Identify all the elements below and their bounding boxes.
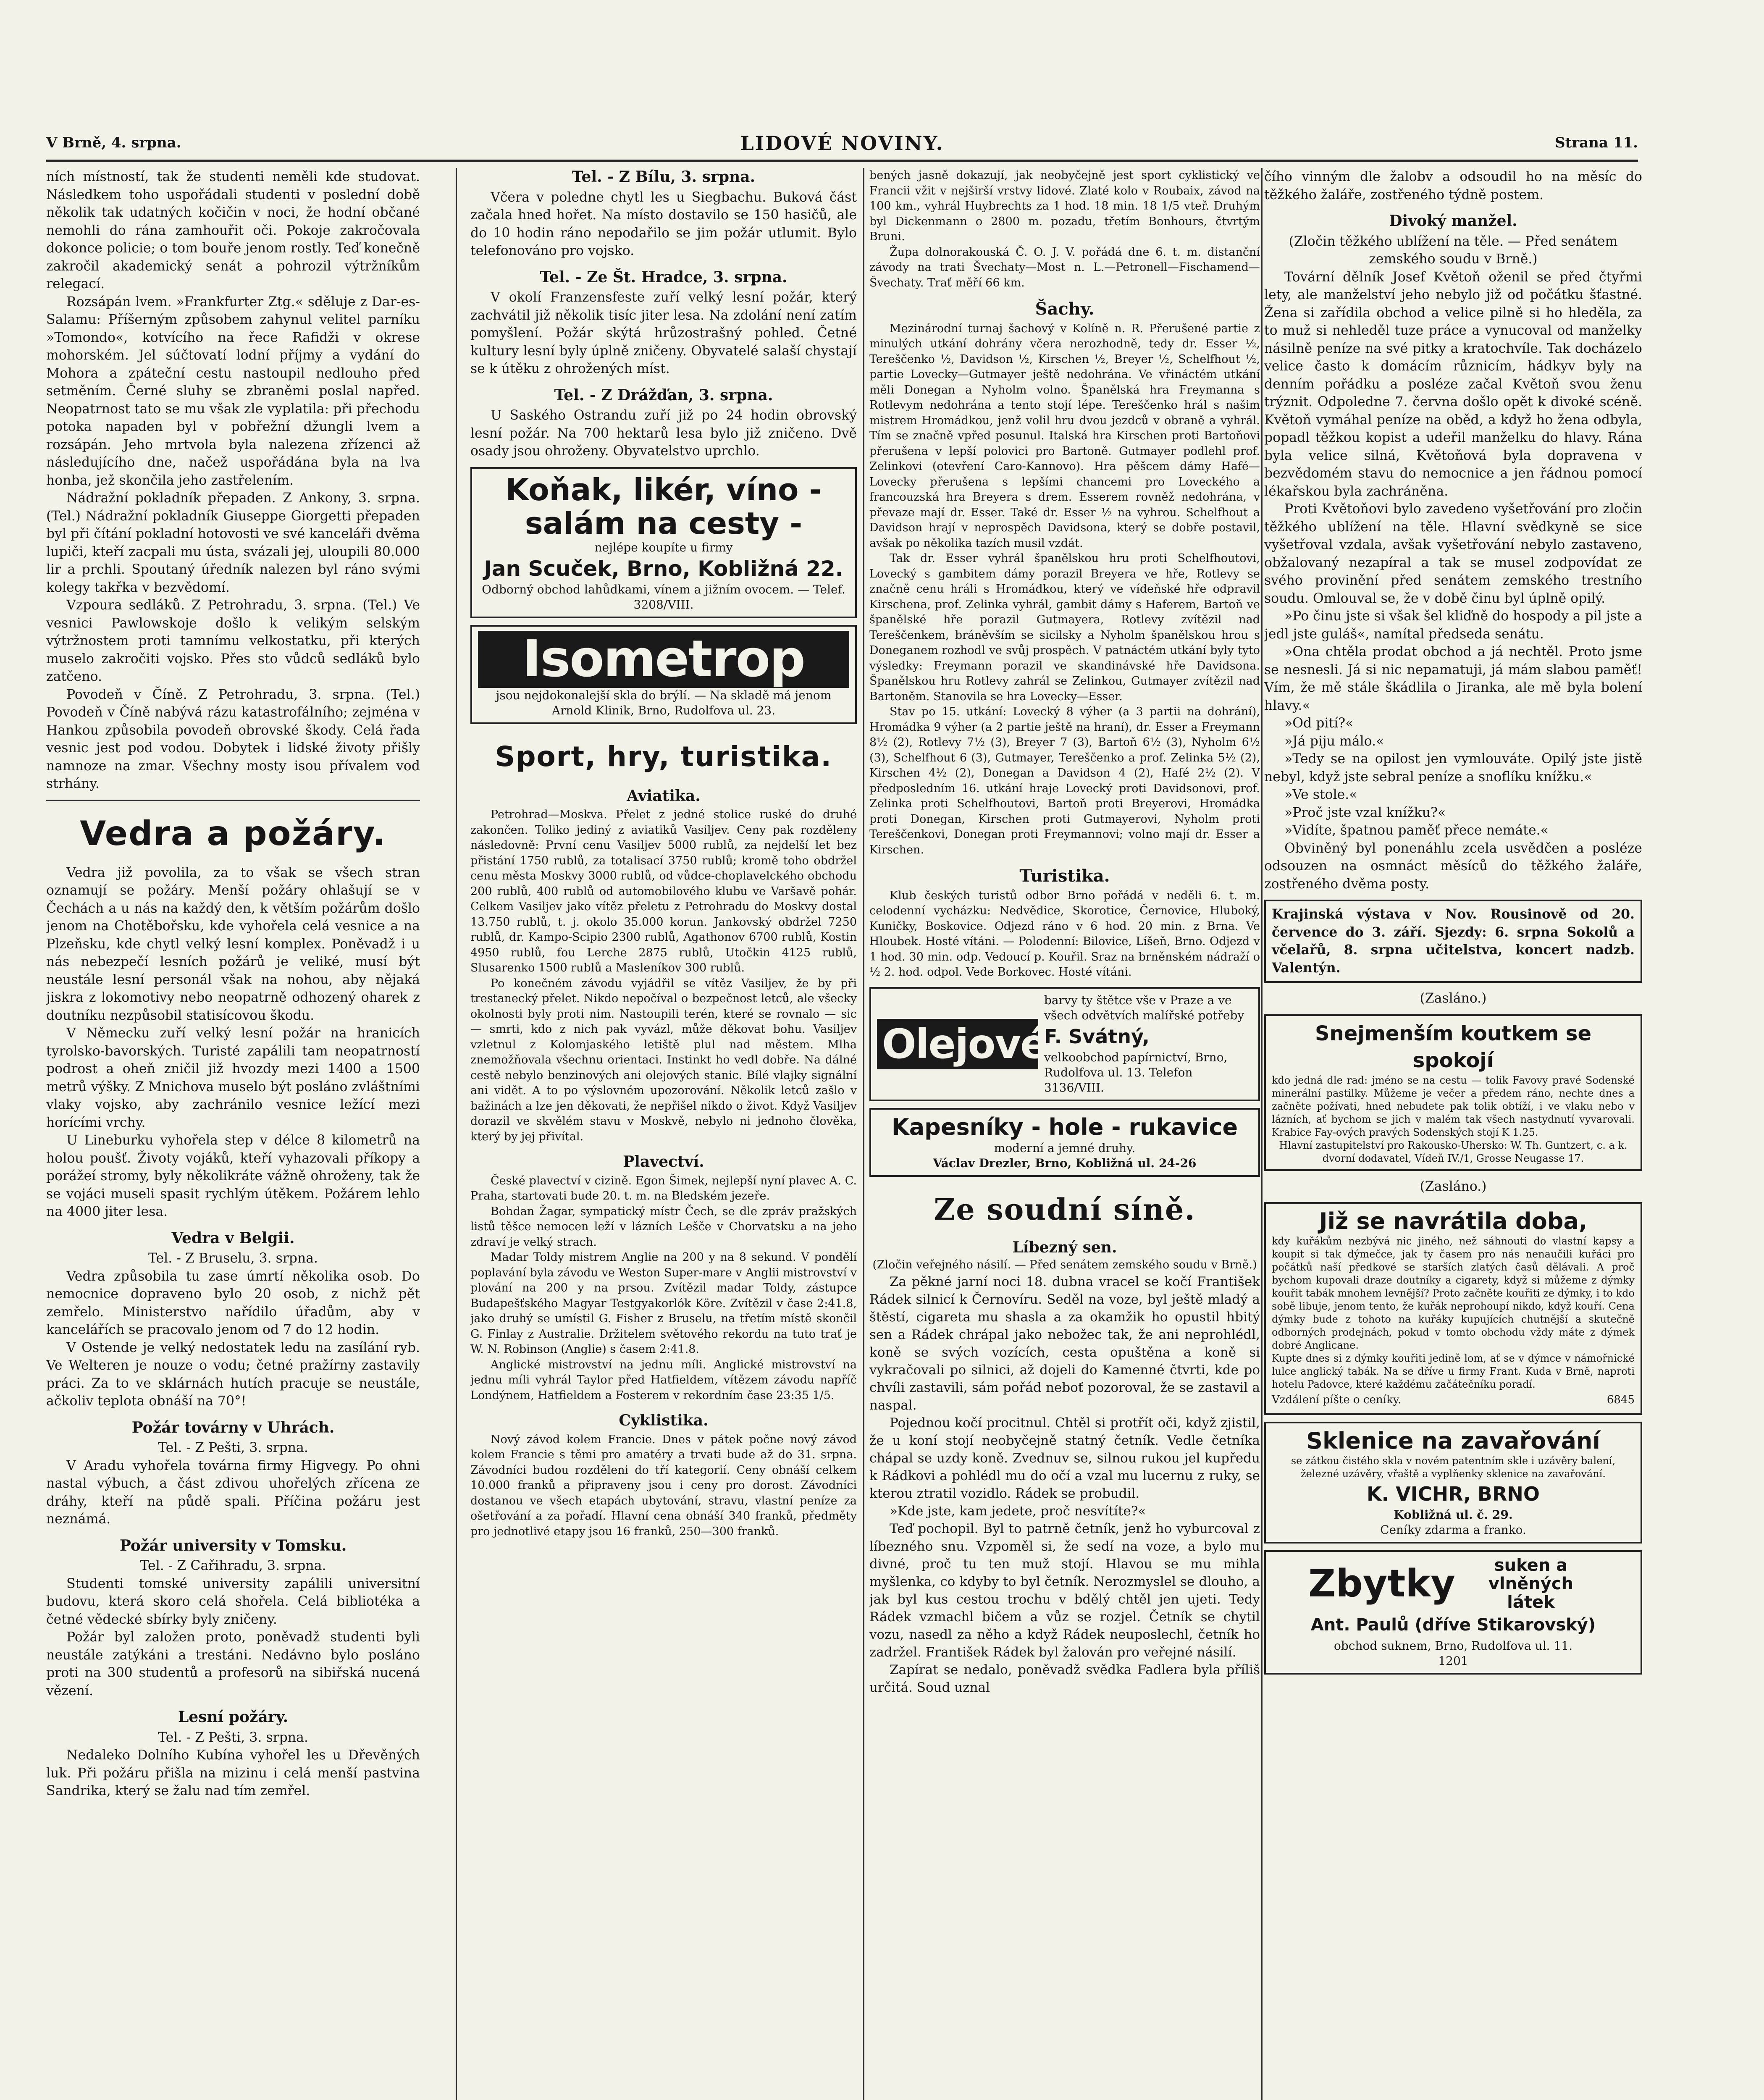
- article-heading: Požár university v Tomsku.: [119, 1536, 347, 1554]
- article-text: »Ve stole.«: [1284, 787, 1357, 802]
- advertisement-dymky: [1264, 1202, 1642, 1415]
- column-rule: [456, 168, 457, 2100]
- article-text: »Kde jste, kam jedete, proč nesvítíte?«: [890, 1503, 1146, 1519]
- article-text: »Po činu jste si však šel kliďně do hospody a pil jste a jedl jste guláš«, namítal předseda senátu.: [1264, 609, 1642, 642]
- dateline: Tel. - Z Pešti, 3. srpna.: [158, 1730, 308, 1745]
- article-text: V Ostende je velký nedostatek ledu na zasílání ryb. Ve Welteren je nouze o vodu; četné pražírny zastavily práci. Za to ve sklárnách hutích pracuje se neustále, ačkoliv teplota obnáší na 70°!: [46, 1340, 420, 1409]
- column-1: [46, 168, 420, 2100]
- article-text: Teď pochopil. Byl to patrně četník, jenž ho vyburcoval z líbezného snu. Vzpoměl si, že sedí na voze, a bylo mu divné, proč tu ten muž stojí. Hlavou se mu mihla myšlenka, co kdyby to byl četník. Nerozmyslel se dlouho, a jak byl kus cestou trochu v bdělý chtěl jen ujeti. Tedy Rádek vzmachl bičem a vůz se rozjel. Četník se chytil vozu, nasedl za něho a když Rádek neuposlechl, četník ho zadržel. František Rádek byl žalován pro veřejné násilí.: [869, 1521, 1260, 1660]
- column-rule: [1261, 168, 1263, 2100]
- article-heading: Aviatika.: [627, 787, 701, 805]
- article-text: Nedaleko Dolního Kubína vyhořel les u Dřevěných luk. Při požáru přišla na mizinu i celá menší pastvina Sandrika, který se žalu nad tím zemřel.: [46, 1748, 420, 1798]
- article-heading: Divoký manžel.: [1389, 212, 1517, 230]
- zaslano-label: (Zasláno.): [1420, 1179, 1487, 1194]
- article-text: Madar Toldy mistrem Anglie na 200 y na 8 sekund. V pondělí poplavání byla závodu ve Weston Super-mare v Anglii mistrovství v plování na 200 y na prsou. Zvítězil madar Toldy, zástupce Budapešťského Magyar Testgyakorlók Köre. Zvítězil v čase 2:41.8, jako druhý se umístil G. Fisher z Bruselu, na třetím místě skončil G. Finlay z Australie. Držitelem světového rekordu na tuto trať je W. N. Robinson (Anglie) s časem 2:41.8.: [470, 1251, 857, 1356]
- ad-text: Vzdálení píšte o ceníky.: [1272, 1394, 1402, 1406]
- article-text: »Já piju málo.«: [1284, 733, 1384, 749]
- article-text: Bohdan Žagar, sympatický místr Čech, se dle zpráv pražských listů těšce nemocen leží v lázních Lešče v Chorvatsku a na jeho zdraví je velký strach.: [470, 1205, 857, 1249]
- article-heading: Šachy.: [1035, 299, 1095, 319]
- ad-title: Kapesníky - hole - rukavice: [891, 1113, 1238, 1140]
- dateline: Tel. - Z Drážďan, 3. srpna.: [554, 386, 773, 404]
- ad-address: obchod suknem, Brno, Rudolfova ul. 11.: [1334, 1638, 1572, 1653]
- article-text: České plavectví v cizině. Egon Šimek, nejlepší nyní plavec A. C. Praha, startovati bude 20. t. m. na Bledském jezeře.: [470, 1174, 857, 1202]
- page-header: [46, 134, 1638, 162]
- dateline: Tel. - Z Bruselu, 3. srpna.: [148, 1251, 318, 1266]
- ad-firm: K. VICHR, BRNO: [1367, 1482, 1540, 1505]
- article-text: »Proč jste vzal knížku?«: [1284, 805, 1446, 820]
- ad-number: 1201: [1438, 1654, 1468, 1668]
- ad-title: Koňak, likér, víno - salám na cesty -: [505, 472, 822, 541]
- zaslano-label: (Zasláno.): [1420, 991, 1487, 1006]
- ad-text: jsou nejdokonalejší skla do brýlí. — Na skladě má jenom Arnold Klinik, Brno, Rudolfova ul. 23.: [496, 688, 832, 717]
- article-text: Župa dolnorakouská Č. O. J. V. pořádá dne 6. t. m. distanční závody na trati Švechaty—Most n. L.—Petronell—Fischamend—Švechaty. Trať měří 66 km.: [869, 245, 1260, 289]
- article-text: V okolí Franzensfeste zuří velký lesní požár, který zachvátil již několik tisíc jiter lesa. Na zdolání není zatím pomyšlení. Požár skýtá hrůzostrašný pohled. Četné kultury lesní byly úplně zničeny. Obyvatelé salaší chystají se k útěku z ohrožených míst.: [470, 290, 857, 376]
- dateline: Tel. - Ze Št. Hradce, 3. srpna.: [540, 268, 788, 286]
- page-number: Strana 11.: [1555, 134, 1638, 151]
- article-text: Po konečném závodu vyjádřil se vítěz Vasiljev, že by při trestanecký přelet. Nikdo nepočíval o bezpečnost letců, ale všecky okolnosti byly proti nim. Nastoupili terén, které se rovnalo — sic — smrti, kdo z nich pak vyvázl, může děkovat bohu. Vasiljev vzletnul z Kolomjaského letiště plul nad městem. Mlha znemožňovala všechnu orientaci. Instinkt ho vedl dobře. Na dálné cestě nebylo benzinových ani olejových stanic. Bílé vlajky signální ani vidět. A to po výslovném upozorování. Několik letců zašlo v bažinách a lze jen děkovati, že nepřišel nikdo o život. Když Vasiljev dorazil ve skvělém stavu v Moskvě, nebylo ni jednoho člověka, který by jej přivítal.: [470, 976, 857, 1143]
- article-text: Stav po 15. utkání: Lovecký 8 výher (a 3 partii na dohrání), Hromádka 9 výher (a 2 partie ještě na hraní), dr. Esser a Freymann 8½ (2), Rotlevy 7½ (3), Breyer 7 (3), Bartoň 6½ (3), Nyholm 6½ (3), Schelfhout 6 (3), Gutmayer, Tereščenko a prof. Zelinka 5½ (2), Kirschen 4½ (2), Donegan a Davidson 4 (2), Hafé 2½ (2). V předposledním 16. utkání hraje Lovecký proti Davidsonovi, prof. Zelinka proti Schelfhoutovi, Bartoň proti Breyerovi, Hromádka proti Donegan, Kirschen proti Gutmayerovi, Nyholm proti Tereščenkovi, Donegan proti Freymannovi; volno mají dr. Esser a Kirschen.: [869, 705, 1260, 856]
- article-text: Zapírat se nedalo, poněvadž svědka Fadlera byla příliš určitá. Soud uznal: [869, 1662, 1260, 1695]
- advertisement-zbytky: [1264, 1550, 1642, 1675]
- article-text: Včera v poledne chytl les u Siegbachu. Buková část začala hned hořet. Na místo dostavilo se 150 hasičů, ale do 10 hodin ráno nepodařilo se jim požár utlumit. Bylo telefonováno pro vojsko.: [470, 189, 857, 258]
- dateline: Tel. - Z Pešti, 3. srpna.: [158, 1440, 308, 1455]
- column-4: [1264, 168, 1642, 2100]
- column-rule: [863, 168, 864, 2100]
- ad-text: Hlavní zastupitelství pro Rakousko-Uhersko: W. Th. Guntzert, c. a k. dvorní dodavatel, Vídeň IV./1, Grosse Neugasse 17.: [1279, 1139, 1628, 1164]
- article-text: Petrohrad—Moskva. Přelet z jedné stolice ruské do druhé zakončen. Toliko jediný z aviatiků Vasiljev. Ceny pak rozděleny následovně: První cenu Vasiljev 5000 rublů, za nejdelší let bez přistání 1750 rublů, za totalisací 3750 rublů; kromě toho obdržel cenu města Moskvy 3000 rublů, od vůdce-choplavelckého obchodu 200 rublů, 400 rublů od automobilového klubu ve Varšavě pohár. Celkem Vasiljev jako vítěz přeletu z Petrohradu do Moskvy dostal 13.750 rublů, t. j. okolo 35.000 korun. Jankovský obdržel 7250 rublů, dr. Kampo-Scipio 2300 rublů, Agathonov 6700 rublů, Kostin 4950 rublů, fou Lerche 2875 rublů, Utočkin 4125 rublů, Slusarenko 1500 rublů a Masleníkov 300 rublů.: [470, 808, 857, 974]
- ad-number: 6845: [1606, 1394, 1635, 1406]
- article-heading: Požár továrny v Uhrách.: [131, 1418, 335, 1436]
- article-text: U Saského Ostrandu zuří již po 24 hodin obrovský lesní požár. Na 700 hektarů lesa bylo již zničeno. Dvě osady jsou ohroženy. Obyvatelstvo uprchlo.: [470, 408, 857, 459]
- article-heading: Vedra v Belgii.: [171, 1229, 295, 1247]
- ad-text: velkoobchod papírnictví, Brno, Rudolfova ul. 13. Telefon 3136/VIII.: [1044, 1050, 1228, 1095]
- article-text: Rozsápán lvem. »Frankfurter Ztg.« sděluje z Dar-es-Salamu: Příšerným způsobem zahynul velitel parníku »Tomondo«, kotvícího na řece Rafidži v okrese mohorském. Jel súčtovatí lodní příjmy a vydání do Mohora a zpáteční cestu nastoupil nedlouho před setměním. Černé sluhy se zbraněmi poslal napřed. Neopatrnost tato se mu však zle vyplatila: při přechodu potoka napaden byl v pobřežní džungli lvem a rozsápán. Jeho mrtvola byla nalezena zřízenci až následujícího dne, načež uspořádána byla na lva honba, jež skončila jeho zastřelením.: [46, 294, 420, 488]
- advertisement-soden: [1264, 1014, 1642, 1171]
- article-text: »Od pití?«: [1284, 716, 1354, 731]
- article-text: Mezinárodní turnaj šachový v Kolíně n. R. Přerušené partie z minulých utkání dohrány včera nerozhodně, tedy dr. Esser ½, Tereščenko ½, Davidson ½, Kirschen ½, Breyer ½, Schelfhout ½, partie Lovecky—Gutmayer ještě nedohrána. Ve vřináctém utkání měli Donegan a Nyholm volno. Španělská hra Freymanna s Rotlevym nedohrána a tento stojí lépe. Tereščenko hrál s našim mistrem Hromádkou, jenž volil hru dvou jezdců v obraně a vyhrál. Tím se značně vpřed posunul. Italská hra Kirschen proti Bartoňovi přerušena v lepší polovici pro Bartoně. Gutmayer podlehl prof. Zelinkovi (otevření Caro-Kannovo). Hra pěšcem dámy Hafé—Lovecky přerušena s lepšími chancemi pro Loveckého a francouzská hra Breyera s drem. Esserem rovněž nedohrána, v převaze mají dr. Esser. Také dr. Esser ½ na vyhrou. Schelfhout a Davidson hrají v neprospěch Davidsona, který se dobře postavil, avšak po několika tazích musil vzdát.: [869, 322, 1260, 550]
- newspaper-title: LIDOVÉ NOVINY.: [740, 132, 944, 155]
- article-subtitle: (Zločin veřejného násilí. — Před senátem zemského soudu v Brně.): [872, 1258, 1257, 1271]
- article-text: V Aradu vyhořela továrna firmy Higvegy. Po ohni nastal výbuch, a část zdivou uhořelých zřícena ze dráhy, kteří na půdě spali. Příčina požáru jest neznámá.: [46, 1458, 420, 1527]
- section-title: Ze soudní síně.: [934, 1192, 1196, 1227]
- ad-title: Snejmenším koutkem se spokojí: [1315, 1021, 1591, 1072]
- article-heading: Líbezný sen.: [1012, 1238, 1117, 1256]
- ad-firm: F. Svátný,: [1044, 1025, 1150, 1048]
- article-text: »Vidíte, špatnou paměť přece nemáte.«: [1284, 823, 1549, 838]
- ad-firm: Ant. Paulů (dříve Stikarovský): [1310, 1615, 1596, 1635]
- ad-brand: Isometrop: [478, 631, 849, 688]
- article-text: Vedra způsobila tu zase úmrtí několika osob. Do nemocnice dopraveno bylo 20 osob, z nichž pět zemřelo. Ministerstvo nařídilo úřadům, aby v kancelářích se pracovalo jenom od 7 do 12 hodin.: [46, 1268, 420, 1337]
- article-text: Požár byl založen proto, poněvadž studenti byli neustále zatýkáni a trestáni. Nedávno bylo posláno proti na 300 studentů a profesorů na sibiřská nucená vězení.: [46, 1630, 420, 1698]
- article-subtitle: (Zločin těžkého ublížení na těle. — Před senátem zemského soudu v Brně.): [1289, 234, 1618, 267]
- ad-text: kdo jedná dle rad: jméno se na cestu — tolik Favovy pravé Sodenské minerální pastilky. Můžeme je večer a předem ráno, nechte dnes a začněte požívati, hned nebudete pak tolik obtíží, i ve vlaku nebo v lázních, ať bychom se jich v malém tak všech nastydnutí vyvarovali. Krabice Fay-ových pravých Sodenských stojí K 1.25.: [1272, 1074, 1635, 1138]
- advertisement-konak: [470, 467, 857, 618]
- advertisement-sklenice: [1264, 1422, 1642, 1544]
- article-text: Vedra již povolila, za to však se všech stran oznamují se požáry. Menší požáry ohlašují se v Čechách a u nás na každý den, k větším požárům došlo jenom na Chotěbořsku, kde vyhořela celá vesnice a na Plzeňsku, kde chytl velký lesní komplex. Poněvadž i u nás nebezpečí lesních požárů je veliké, musí být neustále lesní personál však na nohou, aby nějaká jiskra z lokomotivy nebo neopatrně odhozený oharek z doutníku nezpůsobil statisícovou škodu.: [46, 865, 420, 1023]
- ad-text: kdy kuřákům nezbývá nic jiného, než sáhnouti do vlastní kapsy a koupit si tak dýmečce, jak ty časem pro nás nenaučili kuřáci pro počátků naší předkové se starších zlatých časů dělávali. A proč bychom kupovali draze doutníky a cigarety, když si můžeme z dýmky kouřit tabák mnohem levnější? Proto začněte kouřiti ze dýmky, i to kdo sobě libuje, jenom tento, že kuřák neprohoupí nikdo, když kouří. Cena dýmky bude z tohoto na kuřáky kupujících chutnější a skutečně odborných prodejnách, pokud v tomto obchodu vždy máte z dýmek dobré Anglicane.: [1272, 1235, 1635, 1351]
- ad-text: barvy ty štětce vše v Praze a ve všech odvětvích malířské potřeby: [1044, 993, 1244, 1022]
- ad-text: se zátkou čistého skla v novém patentním skle i uzávěry balení, železné uzávěry, vřaště a vyplňenky sklenice na zavařování.: [1291, 1454, 1616, 1480]
- header-date: V Brně, 4. srpna.: [46, 134, 181, 151]
- article-text: Proti Květoňovi bylo zavedeno vyšetřování pro zločin těžkého ublížení na těle. Hlavní svědkyně se sice vyšetřoval vzdala, avšak vyšetřování nebylo zastaveno, obžalovaný nezapíral a tak se musel zodpovídat ze svého provinění před senátem zemského trestního soudu. Omlouval se, že v době činu byl úplně opilý.: [1264, 501, 1642, 606]
- divider: [46, 800, 420, 801]
- ad-text: Ceníky zdarma a franko.: [1380, 1522, 1526, 1537]
- article-text: Povodeň v Číně. Z Petrohradu, 3. srpna. (Tel.) Povodeň v Číně nabývá rázu katastrofálního; zejména v Hankou způsobila povodeň obrovské škody. Celá řada vesnic jest pod vodou. Dobytek i lidské životy přišly namnoze na zmar. Všechny mosty isou přívalem vod strhány.: [46, 687, 420, 791]
- article-heading: Plavectví.: [623, 1153, 704, 1171]
- advertisement-olejove: [869, 987, 1260, 1101]
- ad-text: moderní a jemné druhy.: [994, 1141, 1136, 1155]
- ad-text: Odborný obchod lahůdkami, vínem a jižním ovocem. — Telef. 3208/VIII.: [482, 582, 845, 612]
- dateline: Tel. - Z Bílu, 3. srpna.: [572, 168, 756, 186]
- article-text: Nový závod kolem Francie. Dnes v pátek počne nový závod kolem Francie s těmi pro amatéry a trvati bude až do 31. srpna. Závodníci budou rozděleni do tří kategorií. Ceny obnáší celkem 10.000 franků a připraveny jsou i ceny pro dorost. Závodníci dostanou ve všech etapách ubytování, stravu, vlastní peníze za ošetřování a za pořadí. Hlavní cena obnáší 340 franků, předměty pro jednotlivé etapy jsou 16 franků, 250—300 franků.: [470, 1433, 857, 1538]
- section-title: Sport, hry, turistika.: [495, 740, 832, 773]
- article-text: Tak dr. Esser vyhrál španělskou hru proti Schelfhoutovi, Lovecký s gambitem dámy porazil Breyera ve hře, Rotlevy se značně cenu hráli s Hromádkou, který ve vídeňské hře odpravil Kirschena, prof. Zelinka vyhrál, gambit dámy s Haferem, Bartoň ve španělské hře porazil Gutmayera, Rotlevy zvítězil nad Tereščenkem, bráněvším se sicilsky a Nyholm španělskou hrou s Doneganem rozhodl ve svůj prospěch. V patnáctém utkání byly tyto výsledky: Freymann porazil ve skandinávské hře Davidsona. Španělskou hru Rotlevy zahrál se Zelinkou, Gutmayer zvítězil nad Bartoněm. Stanovila se hra Lovecky—Esser.: [869, 552, 1260, 703]
- ad-title: Sklenice na zavařování: [1306, 1427, 1600, 1454]
- article-text: bených jasně dokazují, jak neobyčejně jest sport cyklistický ve Francii vžit v nejširší vrstvy lidové. Zlaté kolo v Roubaix, závod na 100 km., vyhrál Huybrechts za 1 hod. 18 min. 18 1/5 vteř. Druhým byl Dickenmann o 2800 m. pozadu, třetím Bonhours, čtvrtým Bruni.: [869, 169, 1260, 243]
- article-text: Za pěkné jarní noci 18. dubna vracel se kočí František Rádek silnicí k Černovíru. Seděl na voze, byl ještě mladý a štěstí, cigareta mu shasla a za okamžik ho opustil hbitý sen a Rádek chrápal jako nebožec tak, že ani neprohlédl, koně se svých vozících, cesta opuštěna a koně si vykračovali po silnici, až dojeli do Kamenné čtvrti, kde po chvíli zastavili, sám pořád neboť pozoroval, že se zastavil a naspal.: [869, 1274, 1260, 1413]
- article-text: »Ona chtěla prodat obchod a já nechtěl. Proto jsme se nesnesli. Já si nic nepamatuji, já mám slabou paměť! Vím, že mě stále škádlila o Jiranka, ale mě byla bolení hlavy.«: [1264, 644, 1642, 713]
- article-heading: Turistika.: [1019, 866, 1110, 886]
- ad-firm: Jan Scuček, Brno, Kobližná 22.: [484, 556, 843, 581]
- column-2: [470, 168, 857, 2100]
- article-text: Tovární dělník Josef Květoň oženil se před čtyřmi lety, ale manželství jeho nebylo již od počátku šťastné. Žena si zařídila obchod a velice pilně si ho hleděla, za to muž si nehleděl tuze práce a vynucoval od manželky násilně peníze na své pitky a kratochvíle. Tak docházelo velice často k domácím různicím, hádkyv byly na denním pořádku a posléze začal Květoň svou ženu trýznit. Odpoledne 7. června došlo opět k divoké scéně. Květoň vymáhal peníze na oběd, a když ho žena odbyla, popadl těžkou kopist a udeřil manželku do hlavy. Rána byla velice silná, Květoňová byla dopravena v bezvědomém stavu do nemocnice a jen řádnou pomocí lékařskou byla zachráněna.: [1264, 269, 1642, 499]
- article-heading: Cyklistika.: [619, 1412, 709, 1429]
- column-3: [869, 168, 1260, 2100]
- ad-title: Zbytky: [1308, 1561, 1455, 1606]
- dateline: Tel. - Z Cařihradu, 3. srpna.: [140, 1558, 326, 1573]
- article-text: Studenti tomské university zapálili universitní budovu, která skoro celá shořela. Celá bibliotéka a četné vědecké sbírky byly zničeny.: [46, 1576, 420, 1627]
- ad-text: nejlépe koupíte u firmy: [594, 540, 733, 554]
- article-text: čího vinným dle žalobv a odsoudil ho na měsíc do těžkého žaláře, zostřeného týdně postem.: [1264, 169, 1642, 202]
- article-text: ních místností, tak že studenti neměli kde studovat. Následkem toho uspořádali studenti v poslední době několik tak udatných kočičin v noci, že hodní občané nemohli do rána zamhouřit oči. Pokoje zakročovala dokonce policie; o tom bouře jenom rostly. Teď konečně zakročil akademický senát a pohrozil výtržníkům relegací.: [46, 169, 420, 291]
- advertisement-isometrop: [470, 625, 857, 724]
- ad-text: suken a vlněných látek: [1488, 1555, 1574, 1612]
- ad-text: Kupte dnes si z dýmky kouřiti jedině lom, ať se v dýmce v námořnické lulce anglický tabák. Na se dříve u firmy Frant. Kuda v Brně, naproti hotelu Padovce, které každému začátečníku poradí.: [1272, 1352, 1635, 1390]
- article-text: Vzpoura sedláků. Z Petrohradu, 3. srpna. (Tel.) Ve vesnici Pawlowskoje došlo k velikým selským výtržnostem proti tamnímu velkostatku, při kterých muselo zakročiti vojsko. Přes sto vůdců sedláků bylo zatčeno.: [46, 598, 420, 684]
- article-text: U Lineburku vyhořela step v délce 8 kilometrů na holou poušť. Životy vojáků, kteří vyhazovali příkopy a porážeí stromy, byly několikráte vážně ohroženy, tak že se vojáci museli spasit rychlým útěkem. Požárem lehlo na 4000 jiter lesa.: [46, 1133, 420, 1219]
- ad-address: Kobližná ul. č. 29.: [1394, 1507, 1513, 1522]
- article-text: Anglické mistrovství na jednu míli. Anglické mistrovství na jednu míli vyhrál Taylor před Hatfieldem, vítězem závodu napříč Londýnem, Hatfieldem a Fosterem v rekordním čase 23:35 1/5.: [470, 1358, 857, 1402]
- article-text: Obviněný byl ponenáhlu zcela usvědčen a posléze odsouzen na osmnáct měsíců do těžkého žaláře, zostřeného dvěma posty.: [1264, 840, 1642, 892]
- article-text: »Tedy se na opilost jen vymlouváte. Opilý jste jistě nebyl, když jste sebral peníze a snoflíku knížku.«: [1264, 751, 1642, 785]
- ad-title: Již se navrátila doba,: [1319, 1208, 1588, 1234]
- ad-firm: Václav Drezler, Brno, Kobližná ul. 24-26: [933, 1156, 1197, 1170]
- article-text: Nádražní pokladník přepaden. Z Ankony, 3. srpna. (Tel.) Nádražní pokladník Giuseppe Giorgetti přepaden byl při čítání pokladní hotovosti ve své kanceláři dvěma lupiči, kteří zacpali mu ústa, svázali jej, uloupili 80.000 lir a prchli. Spoutaný úředník nalezen byl ráno svými kolegy takřka v bezvědomí.: [46, 491, 420, 595]
- article-text: V Německu zuří velký lesní požár na hranicích tyrolsko-bavorských. Turisté zapálili tam neopatrností podrost a oheň zničil již hvozdy mezi 1400 a 1500 metrů výšky. Z Mnichova muselo být posláno zvláštními vlaky vojsko, aby zachránilo vesnice ležící mezi horícími vrchy.: [46, 1026, 420, 1130]
- advertisement-kapesniky: [869, 1108, 1260, 1177]
- article-text: Pojednou kočí procitnul. Chtěl si protřít oči, když zjistil, že u koní stojí neobyčejně statný četník. Vedle četníka chápal se uzdy koně. Zvednuv se, silnou rukou jel kupředu k Rádkovi a pohlédl mu do očí a vzal mu lucernu z ruky, se kterou ztratil vozidlo. Rádek se probudil.: [869, 1415, 1260, 1501]
- ad-brand: Olejové: [877, 1019, 1038, 1069]
- article-text: Klub českých turistů odbor Brno pořádá v neděli 6. t. m. celodenní vycházku: Nedvědice, Skorotice, Černovice, Hluboký, Kuničky, Boskovice. Odjezd ráno v 6 hod. 20 min. z Brna. Ve Hloubek. Hosté vítáni. — Polodenní: Bilovice, Líšeň, Brno. Odjezd v 1 hod. 30 min. odp. Vedoucí p. Kouřil. Sraz na brněnském nádraží o ½ 2. hod. odpol. Vede Borkovec. Hosté vítáni.: [869, 889, 1260, 979]
- notice-vystava: Krajinská výstava v Nov. Rousinově od 20. července do 3. září. Sjezdy: 6. srpna Sokolů a včelařů, 8. srpna učitelstva, koncert nadzb. Valentýn.: [1264, 900, 1642, 983]
- section-title: Vedra a požáry.: [80, 814, 386, 853]
- article-heading: Lesní požáry.: [178, 1708, 289, 1726]
